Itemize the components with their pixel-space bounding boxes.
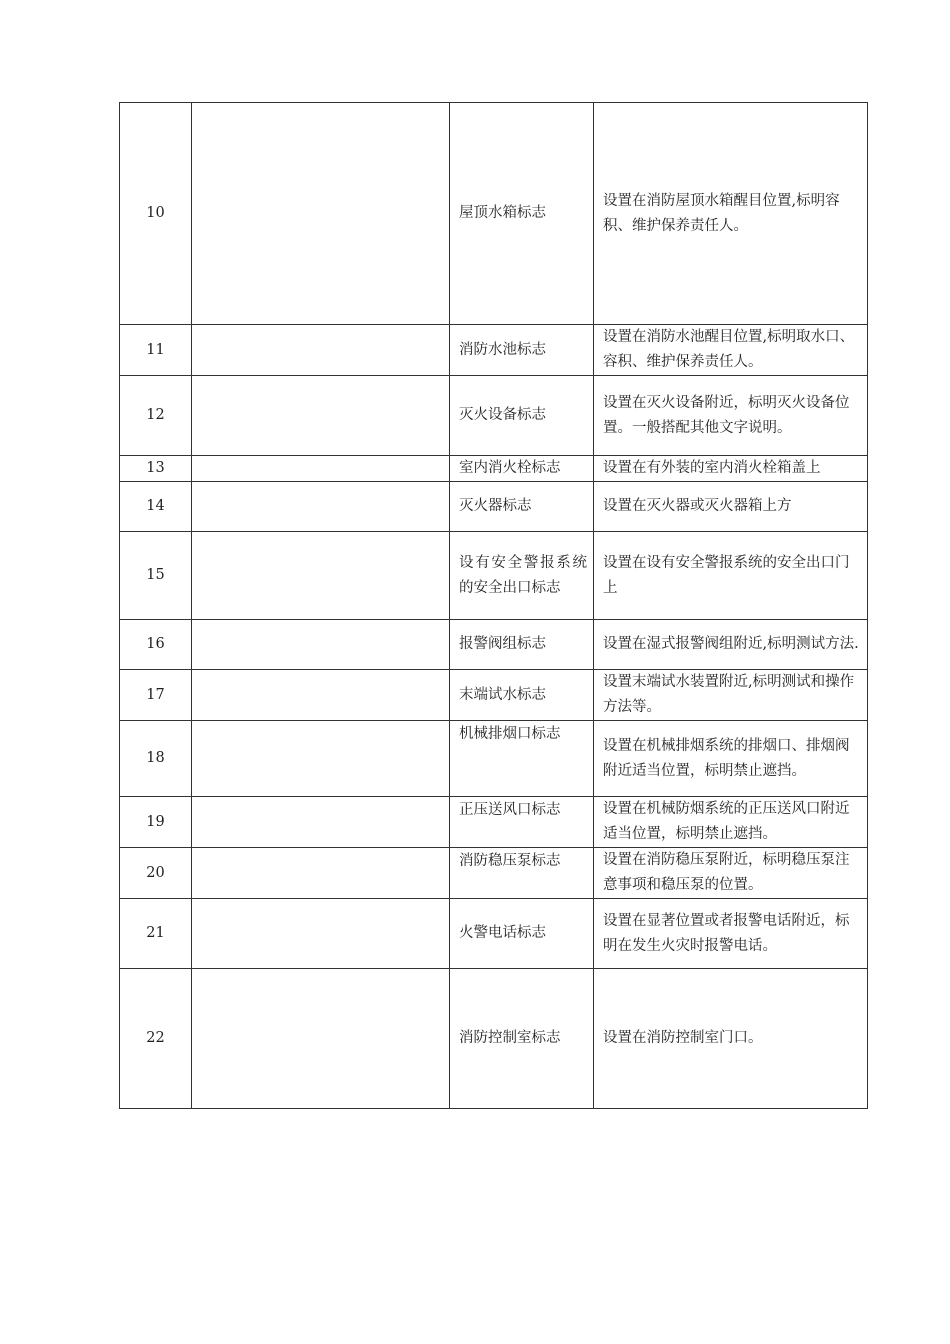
table-row (120, 620, 868, 670)
table-row (120, 376, 868, 456)
sign-name: 室内消火栓标志 (450, 456, 594, 482)
table-row (120, 482, 868, 532)
sign-description: 设置在设有安全警报系统的安全出口门上 (594, 532, 868, 620)
sign-name: 消防水池标志 (450, 325, 594, 376)
sign-description: 设置在有外装的室内消火栓箱盖上 (594, 456, 868, 482)
row-number: 18 (120, 721, 192, 797)
table-row (120, 848, 868, 899)
sign-name: 灭火器标志 (450, 482, 594, 532)
table-row (120, 532, 868, 620)
table-row (120, 456, 868, 482)
sign-image-cell (192, 969, 450, 1109)
sign-image-cell (192, 721, 450, 797)
sign-name: 设有安全警报系统的安全出口标志 (450, 532, 594, 620)
row-number: 13 (120, 456, 192, 482)
table-row (120, 969, 868, 1109)
sign-description: 设置在消防屋顶水箱醒目位置,标明容积、维护保养责任人。 (594, 103, 868, 325)
sign-image-cell (192, 376, 450, 456)
row-number: 22 (120, 969, 192, 1109)
sign-image-cell (192, 670, 450, 721)
table-row (120, 721, 868, 797)
sign-image-cell (192, 325, 450, 376)
sign-name: 末端试水标志 (450, 670, 594, 721)
table-row (120, 103, 868, 325)
sign-image-cell (192, 532, 450, 620)
sign-description: 设置在湿式报警阀组附近,标明测试方法. (594, 620, 868, 670)
row-number: 12 (120, 376, 192, 456)
fire-sign-table (119, 102, 868, 1109)
sign-name: 正压送风口标志 (450, 797, 594, 848)
table-row (120, 325, 868, 376)
row-number: 10 (120, 103, 192, 325)
row-number: 15 (120, 532, 192, 620)
table-row (120, 670, 868, 721)
sign-name: 屋顶水箱标志 (450, 103, 594, 325)
sign-name: 消防稳压泵标志 (450, 848, 594, 899)
row-number: 11 (120, 325, 192, 376)
sign-image-cell (192, 620, 450, 670)
table-row (120, 899, 868, 969)
sign-description: 设置在灭火设备附近，标明灭火设备位置。一般搭配其他文字说明。 (594, 376, 868, 456)
sign-image-cell (192, 103, 450, 325)
sign-description: 设置在显著位置或者报警电话附近，标明在发生火灾时报警电话。 (594, 899, 868, 969)
sign-description: 设置在消防稳压泵附近，标明稳压泵注意事项和稳压泵的位置。 (594, 848, 868, 899)
row-number: 21 (120, 899, 192, 969)
sign-description: 设置在机械防烟系统的正压送风口附近适当位置，标明禁止遮挡。 (594, 797, 868, 848)
sign-description: 设置在消防控制室门口。 (594, 969, 868, 1109)
row-number: 14 (120, 482, 192, 532)
sign-name: 消防控制室标志 (450, 969, 594, 1109)
sign-image-cell (192, 482, 450, 532)
sign-image-cell (192, 899, 450, 969)
row-number: 17 (120, 670, 192, 721)
sign-name: 机械排烟口标志 (450, 721, 594, 797)
sign-image-cell (192, 797, 450, 848)
row-number: 19 (120, 797, 192, 848)
sign-description: 设置在机械排烟系统的排烟口、排烟阀附近适当位置，标明禁止遮挡。 (594, 721, 868, 797)
row-number: 16 (120, 620, 192, 670)
table-row (120, 797, 868, 848)
sign-description: 设置在灭火器或灭火器箱上方 (594, 482, 868, 532)
sign-description: 设置末端试水装置附近,标明测试和操作方法等。 (594, 670, 868, 721)
sign-description: 设置在消防水池醒目位置,标明取水口、容积、维护保养责任人。 (594, 325, 868, 376)
sign-name: 灭火设备标志 (450, 376, 594, 456)
sign-name: 火警电话标志 (450, 899, 594, 969)
row-number: 20 (120, 848, 192, 899)
sign-image-cell (192, 456, 450, 482)
sign-name: 报警阀组标志 (450, 620, 594, 670)
sign-image-cell (192, 848, 450, 899)
